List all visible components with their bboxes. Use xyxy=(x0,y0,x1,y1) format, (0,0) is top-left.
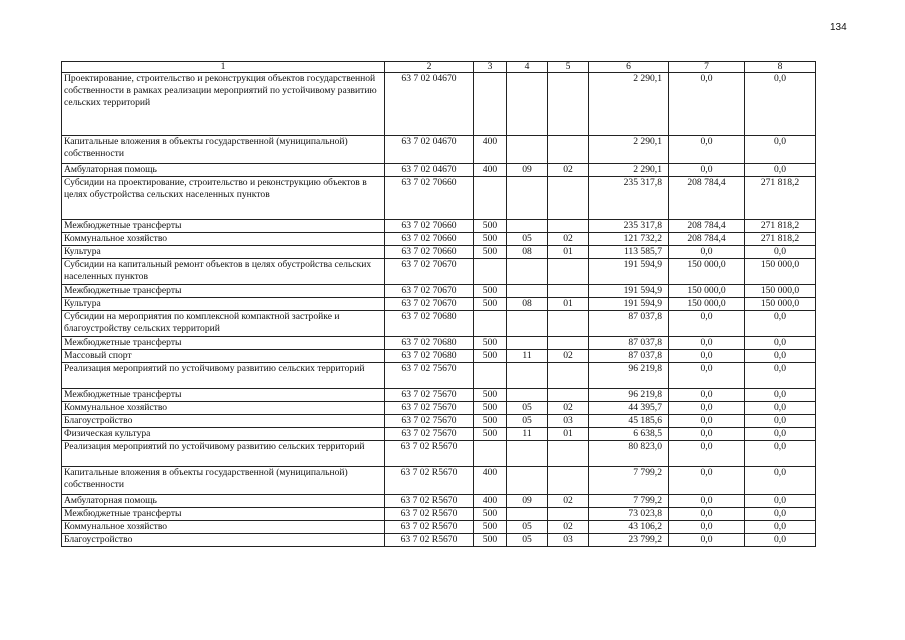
row-name-cell: Благоустройство xyxy=(62,415,385,428)
row-vr-cell xyxy=(474,363,507,389)
row-value-col8: 0,0 xyxy=(745,136,816,164)
row-code-cell: 63 7 02 70670 xyxy=(385,285,474,298)
row-name-cell: Массовый спорт xyxy=(62,350,385,363)
row-vr-cell: 500 xyxy=(474,246,507,259)
row-value-col7: 0,0 xyxy=(669,415,745,428)
row-value-col6: 191 594,9 xyxy=(589,259,669,285)
row-subsection-cell xyxy=(548,337,589,350)
row-vr-cell: 500 xyxy=(474,220,507,233)
row-value-col7: 0,0 xyxy=(669,73,745,136)
row-code-cell: 63 7 02 75670 xyxy=(385,389,474,402)
row-value-col6: 43 106,2 xyxy=(589,521,669,534)
column-header: 6 xyxy=(589,62,669,73)
row-section-cell xyxy=(507,73,548,136)
row-value-col7: 0,0 xyxy=(669,246,745,259)
row-name-cell: Коммунальное хозяйство xyxy=(62,402,385,415)
row-value-col6: 235 317,8 xyxy=(589,220,669,233)
row-value-col7: 0,0 xyxy=(669,402,745,415)
row-subsection-cell: 03 xyxy=(548,534,589,547)
row-section-cell xyxy=(507,311,548,337)
row-value-col8: 150 000,0 xyxy=(745,298,816,311)
column-header: 2 xyxy=(385,62,474,73)
table-row xyxy=(62,441,816,467)
table-row xyxy=(62,285,816,298)
row-value-col8: 150 000,0 xyxy=(745,285,816,298)
row-value-col7: 0,0 xyxy=(669,164,745,177)
table-row xyxy=(62,389,816,402)
row-code-cell: 63 7 02 70680 xyxy=(385,350,474,363)
column-header: 5 xyxy=(548,62,589,73)
row-name-cell: Реализация мероприятий по устойчивому развитию сельских территорий xyxy=(62,441,385,467)
row-value-col6: 96 219,8 xyxy=(589,363,669,389)
row-subsection-cell: 02 xyxy=(548,521,589,534)
row-value-col6: 23 799,2 xyxy=(589,534,669,547)
row-value-col8: 0,0 xyxy=(745,441,816,467)
row-value-col8: 271 818,2 xyxy=(745,220,816,233)
row-value-col8: 0,0 xyxy=(745,428,816,441)
row-code-cell: 63 7 02 70680 xyxy=(385,311,474,337)
row-name-cell: Межбюджетные трансферты xyxy=(62,389,385,402)
row-value-col6: 235 317,8 xyxy=(589,177,669,220)
budget-table xyxy=(61,61,816,547)
row-value-col7: 0,0 xyxy=(669,389,745,402)
row-value-col7: 208 784,4 xyxy=(669,220,745,233)
row-code-cell: 63 7 02 75670 xyxy=(385,402,474,415)
row-value-col8: 0,0 xyxy=(745,246,816,259)
row-code-cell: 63 7 02 70670 xyxy=(385,259,474,285)
row-section-cell: 11 xyxy=(507,428,548,441)
row-vr-cell: 500 xyxy=(474,350,507,363)
row-subsection-cell xyxy=(548,508,589,521)
row-code-cell: 63 7 02 04670 xyxy=(385,73,474,136)
column-header: 1 xyxy=(62,62,385,73)
row-subsection-cell: 02 xyxy=(548,233,589,246)
row-subsection-cell: 01 xyxy=(548,428,589,441)
row-value-col6: 7 799,2 xyxy=(589,495,669,508)
row-value-col8: 0,0 xyxy=(745,389,816,402)
row-section-cell xyxy=(507,508,548,521)
table-row xyxy=(62,350,816,363)
row-subsection-cell: 02 xyxy=(548,402,589,415)
row-value-col6: 191 594,9 xyxy=(589,285,669,298)
row-section-cell xyxy=(507,220,548,233)
row-code-cell: 63 7 02 04670 xyxy=(385,164,474,177)
row-value-col7: 0,0 xyxy=(669,508,745,521)
row-name-cell: Коммунальное хозяйство xyxy=(62,521,385,534)
row-code-cell: 63 7 02 R5670 xyxy=(385,495,474,508)
row-subsection-cell: 01 xyxy=(548,246,589,259)
row-section-cell xyxy=(507,136,548,164)
row-name-cell: Культура xyxy=(62,246,385,259)
table-row xyxy=(62,233,816,246)
table-row xyxy=(62,177,816,220)
table-row xyxy=(62,337,816,350)
row-subsection-cell: 02 xyxy=(548,495,589,508)
row-value-col7: 0,0 xyxy=(669,428,745,441)
row-code-cell: 63 7 02 70660 xyxy=(385,177,474,220)
row-vr-cell xyxy=(474,73,507,136)
row-section-cell: 08 xyxy=(507,298,548,311)
table-row xyxy=(62,298,816,311)
row-subsection-cell xyxy=(548,285,589,298)
row-subsection-cell xyxy=(548,136,589,164)
row-name-cell: Субсидии на проектирование, строительство и реконструкцию объектов в целях обустройства сельских населенных пунктов xyxy=(62,177,385,220)
row-value-col7: 150 000,0 xyxy=(669,285,745,298)
row-subsection-cell xyxy=(548,177,589,220)
row-code-cell: 63 7 02 R5670 xyxy=(385,467,474,495)
row-vr-cell xyxy=(474,177,507,220)
row-value-col6: 7 799,2 xyxy=(589,467,669,495)
row-value-col7: 0,0 xyxy=(669,534,745,547)
row-subsection-cell xyxy=(548,363,589,389)
row-section-cell xyxy=(507,337,548,350)
row-value-col7: 150 000,0 xyxy=(669,298,745,311)
row-value-col6: 6 638,5 xyxy=(589,428,669,441)
row-value-col8: 0,0 xyxy=(745,495,816,508)
row-value-col6: 73 023,8 xyxy=(589,508,669,521)
row-code-cell: 63 7 02 70660 xyxy=(385,246,474,259)
row-value-col7: 0,0 xyxy=(669,521,745,534)
row-code-cell: 63 7 02 R5670 xyxy=(385,534,474,547)
row-value-col8: 0,0 xyxy=(745,534,816,547)
table-row xyxy=(62,220,816,233)
row-section-cell xyxy=(507,259,548,285)
row-value-col8: 0,0 xyxy=(745,164,816,177)
row-name-cell: Проектирование, строительство и реконструкция объектов государственной собственности в рамках реализации мероприятий по устойчивому развитию сельских территорий xyxy=(62,73,385,136)
row-subsection-cell: 02 xyxy=(548,350,589,363)
row-vr-cell xyxy=(474,259,507,285)
row-name-cell: Капитальные вложения в объекты государственной (муниципальной) собственности xyxy=(62,136,385,164)
row-section-cell: 11 xyxy=(507,350,548,363)
row-vr-cell xyxy=(474,311,507,337)
row-subsection-cell xyxy=(548,73,589,136)
row-value-col6: 2 290,1 xyxy=(589,164,669,177)
row-subsection-cell xyxy=(548,311,589,337)
table-row xyxy=(62,73,816,136)
row-value-col6: 121 732,2 xyxy=(589,233,669,246)
row-value-col7: 0,0 xyxy=(669,350,745,363)
row-value-col8: 0,0 xyxy=(745,508,816,521)
row-code-cell: 63 7 02 R5670 xyxy=(385,441,474,467)
row-value-col6: 113 585,7 xyxy=(589,246,669,259)
row-value-col6: 44 395,7 xyxy=(589,402,669,415)
row-value-col6: 96 219,8 xyxy=(589,389,669,402)
header-row xyxy=(62,62,816,73)
table-row xyxy=(62,508,816,521)
page-number: 134 xyxy=(830,22,847,33)
row-value-col6: 87 037,8 xyxy=(589,311,669,337)
row-value-col8: 0,0 xyxy=(745,467,816,495)
table-row xyxy=(62,136,816,164)
column-header: 3 xyxy=(474,62,507,73)
row-code-cell: 63 7 02 75670 xyxy=(385,428,474,441)
row-value-col6: 191 594,9 xyxy=(589,298,669,311)
row-code-cell: 63 7 02 75670 xyxy=(385,363,474,389)
row-name-cell: Культура xyxy=(62,298,385,311)
row-vr-cell: 500 xyxy=(474,233,507,246)
row-vr-cell: 500 xyxy=(474,402,507,415)
row-vr-cell: 400 xyxy=(474,495,507,508)
row-subsection-cell xyxy=(548,220,589,233)
row-vr-cell: 500 xyxy=(474,428,507,441)
row-value-col8: 0,0 xyxy=(745,311,816,337)
row-name-cell: Капитальные вложения в объекты государственной (муниципальной) собственности xyxy=(62,467,385,495)
row-vr-cell: 500 xyxy=(474,389,507,402)
column-header: 4 xyxy=(507,62,548,73)
row-subsection-cell: 01 xyxy=(548,298,589,311)
row-section-cell xyxy=(507,177,548,220)
row-subsection-cell xyxy=(548,259,589,285)
row-value-col7: 0,0 xyxy=(669,441,745,467)
row-subsection-cell: 02 xyxy=(548,164,589,177)
row-section-cell xyxy=(507,441,548,467)
row-vr-cell: 500 xyxy=(474,508,507,521)
row-value-col8: 0,0 xyxy=(745,363,816,389)
row-value-col7: 0,0 xyxy=(669,337,745,350)
table-row xyxy=(62,259,816,285)
row-value-col7: 0,0 xyxy=(669,136,745,164)
row-section-cell: 05 xyxy=(507,534,548,547)
row-value-col7: 0,0 xyxy=(669,495,745,508)
table-row xyxy=(62,402,816,415)
row-code-cell: 63 7 02 R5670 xyxy=(385,521,474,534)
row-name-cell: Амбулаторная помощь xyxy=(62,495,385,508)
row-value-col7: 208 784,4 xyxy=(669,233,745,246)
row-value-col7: 0,0 xyxy=(669,311,745,337)
row-value-col7: 150 000,0 xyxy=(669,259,745,285)
row-value-col8: 0,0 xyxy=(745,73,816,136)
row-vr-cell: 500 xyxy=(474,285,507,298)
row-vr-cell: 500 xyxy=(474,337,507,350)
row-value-col6: 87 037,8 xyxy=(589,350,669,363)
row-value-col8: 0,0 xyxy=(745,337,816,350)
row-section-cell: 05 xyxy=(507,521,548,534)
row-name-cell: Межбюджетные трансферты xyxy=(62,220,385,233)
row-name-cell: Субсидии на капитальный ремонт объектов в целях обустройства сельских населенных пунктов xyxy=(62,259,385,285)
row-value-col8: 0,0 xyxy=(745,521,816,534)
row-name-cell: Межбюджетные трансферты xyxy=(62,337,385,350)
row-name-cell: Коммунальное хозяйство xyxy=(62,233,385,246)
row-section-cell xyxy=(507,389,548,402)
row-code-cell: 63 7 02 04670 xyxy=(385,136,474,164)
row-value-col6: 87 037,8 xyxy=(589,337,669,350)
row-section-cell xyxy=(507,467,548,495)
row-code-cell: 63 7 02 75670 xyxy=(385,415,474,428)
row-name-cell: Субсидии на мероприятия по комплексной компактной застройке и благоустройству сельских территорий xyxy=(62,311,385,337)
row-code-cell: 63 7 02 R5670 xyxy=(385,508,474,521)
row-code-cell: 63 7 02 70660 xyxy=(385,233,474,246)
row-name-cell: Благоустройство xyxy=(62,534,385,547)
row-vr-cell: 500 xyxy=(474,534,507,547)
row-section-cell xyxy=(507,285,548,298)
column-header: 7 xyxy=(669,62,745,73)
row-value-col6: 80 823,0 xyxy=(589,441,669,467)
table-row xyxy=(62,311,816,337)
row-subsection-cell xyxy=(548,467,589,495)
row-section-cell: 09 xyxy=(507,495,548,508)
row-value-col7: 0,0 xyxy=(669,467,745,495)
row-value-col8: 271 818,2 xyxy=(745,233,816,246)
row-section-cell: 09 xyxy=(507,164,548,177)
row-vr-cell: 500 xyxy=(474,415,507,428)
row-value-col7: 208 784,4 xyxy=(669,177,745,220)
row-section-cell: 05 xyxy=(507,402,548,415)
row-name-cell: Межбюджетные трансферты xyxy=(62,285,385,298)
row-section-cell: 08 xyxy=(507,246,548,259)
row-subsection-cell xyxy=(548,441,589,467)
row-vr-cell: 500 xyxy=(474,298,507,311)
row-value-col6: 45 185,6 xyxy=(589,415,669,428)
row-subsection-cell: 03 xyxy=(548,415,589,428)
row-name-cell: Амбулаторная помощь xyxy=(62,164,385,177)
table-row xyxy=(62,164,816,177)
row-section-cell: 05 xyxy=(507,415,548,428)
row-section-cell: 05 xyxy=(507,233,548,246)
row-value-col6: 2 290,1 xyxy=(589,73,669,136)
row-value-col6: 2 290,1 xyxy=(589,136,669,164)
table-row xyxy=(62,246,816,259)
row-code-cell: 63 7 02 70680 xyxy=(385,337,474,350)
row-subsection-cell xyxy=(548,389,589,402)
row-value-col8: 0,0 xyxy=(745,415,816,428)
column-header: 8 xyxy=(745,62,816,73)
table-row xyxy=(62,521,816,534)
row-code-cell: 63 7 02 70670 xyxy=(385,298,474,311)
table-row xyxy=(62,534,816,547)
row-vr-cell: 500 xyxy=(474,521,507,534)
row-name-cell: Межбюджетные трансферты xyxy=(62,508,385,521)
row-vr-cell xyxy=(474,441,507,467)
row-vr-cell: 400 xyxy=(474,136,507,164)
row-value-col8: 0,0 xyxy=(745,350,816,363)
row-value-col8: 271 818,2 xyxy=(745,177,816,220)
row-name-cell: Реализация мероприятий по устойчивому развитию сельских территорий xyxy=(62,363,385,389)
row-name-cell: Физическая культура xyxy=(62,428,385,441)
row-value-col7: 0,0 xyxy=(669,363,745,389)
table-row xyxy=(62,495,816,508)
table-row xyxy=(62,467,816,495)
table-row xyxy=(62,428,816,441)
table-row xyxy=(62,363,816,389)
row-value-col8: 0,0 xyxy=(745,402,816,415)
row-value-col8: 150 000,0 xyxy=(745,259,816,285)
table-row xyxy=(62,415,816,428)
row-vr-cell: 400 xyxy=(474,164,507,177)
row-section-cell xyxy=(507,363,548,389)
row-code-cell: 63 7 02 70660 xyxy=(385,220,474,233)
row-vr-cell: 400 xyxy=(474,467,507,495)
